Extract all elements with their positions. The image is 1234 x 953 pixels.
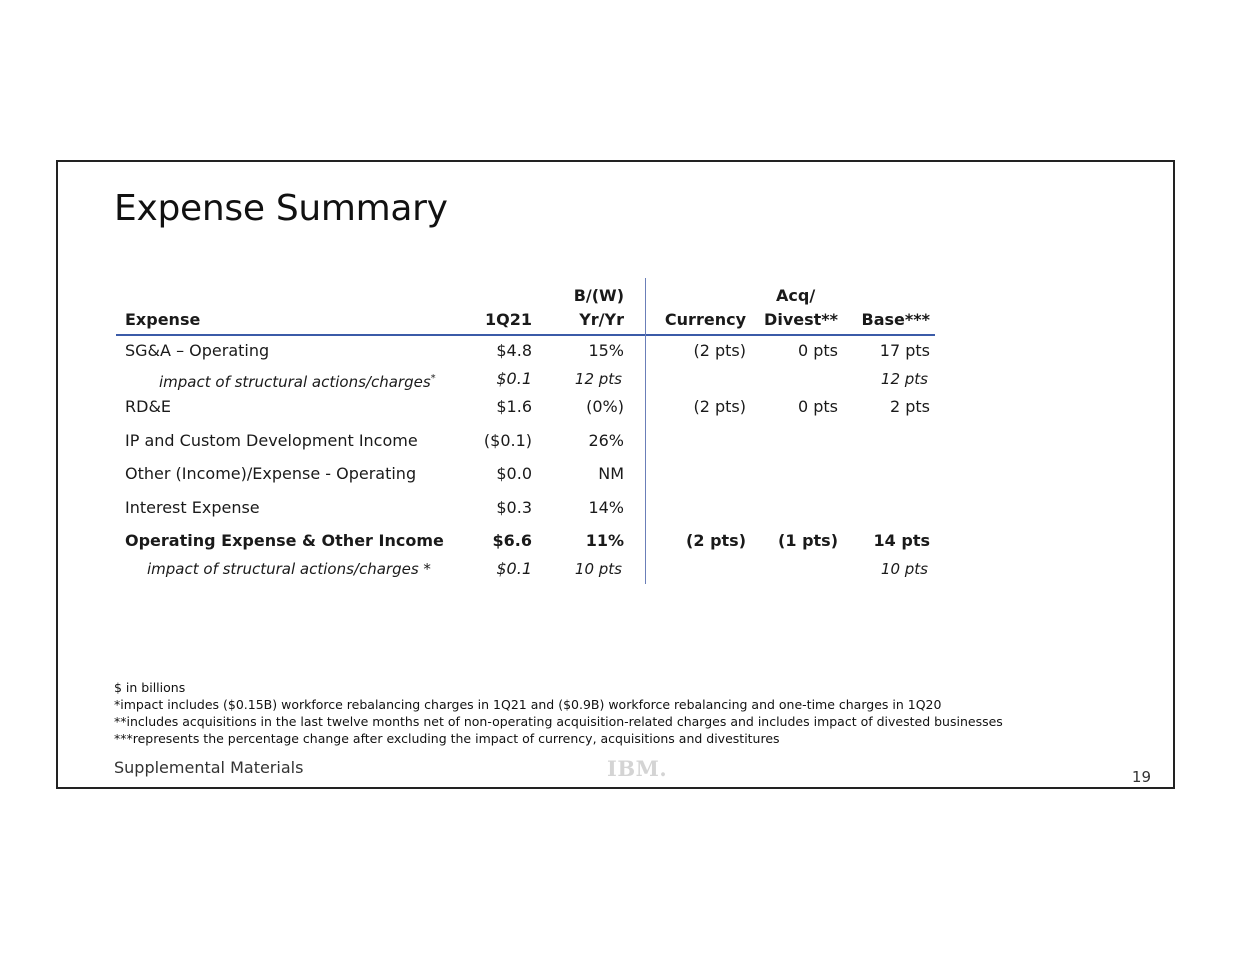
header-bw-top: B/(W): [573, 286, 624, 305]
row-label-sub: impact of structural actions/charges *: [147, 560, 431, 578]
row-yy: (0%): [586, 397, 624, 416]
header-1q21: 1Q21: [485, 310, 532, 329]
row-base: 10 pts: [880, 560, 928, 578]
ibm-logo: IBM.: [607, 756, 668, 781]
row-label: Interest Expense: [125, 498, 260, 517]
footnote-units: $ in billions: [114, 680, 186, 695]
footnote-mark: *: [430, 373, 436, 384]
row-acq: (1 pts): [778, 531, 838, 550]
row-yy: NM: [598, 464, 624, 483]
page-number: 19: [1131, 768, 1151, 786]
footnote-1: *impact includes ($0.15B) workforce rebalancing charges in 1Q21 and ($0.9B) workforce rebalancing and one-time charges in 1Q20: [114, 697, 942, 712]
row-label-total: Operating Expense & Other Income: [125, 531, 444, 550]
page-title: Expense Summary: [114, 188, 448, 229]
footer-section: Supplemental Materials: [114, 758, 304, 777]
footnote-2: **includes acquisitions in the last twelve months net of non-operating acquisition-related charges and includes impact of divested businesses: [114, 714, 1003, 729]
row-yy: 12 pts: [574, 370, 622, 388]
row-1q21: $0.3: [496, 498, 532, 517]
header-bw-bottom: Yr/Yr: [579, 310, 624, 329]
row-1q21: $6.6: [492, 531, 532, 550]
row-1q21: $0.0: [496, 464, 532, 483]
footnote-3: ***represents the percentage change after excluding the impact of currency, acquisitions and divestitures: [114, 731, 780, 746]
row-base: 2 pts: [889, 397, 930, 416]
row-1q21: $1.6: [496, 397, 532, 416]
slide: [56, 160, 1175, 789]
row-yy: 10 pts: [574, 560, 622, 578]
row-yy: 11%: [585, 531, 624, 550]
row-currency: (2 pts): [693, 341, 746, 360]
row-label: Other (Income)/Expense - Operating: [125, 464, 417, 483]
row-base: 17 pts: [879, 341, 930, 360]
row-label-sub: impact of structural actions/charges*: [159, 373, 436, 391]
row-currency: (2 pts): [686, 531, 746, 550]
header-currency: Currency: [664, 310, 746, 329]
header-base: Base***: [861, 310, 930, 329]
row-1q21: ($0.1): [483, 431, 532, 450]
row-label: RD&E: [125, 397, 172, 416]
row-1q21: $0.1: [496, 369, 532, 388]
header-expense: Expense: [125, 310, 201, 329]
expense-table: [58, 162, 1173, 787]
row-label: IP and Custom Development Income: [125, 431, 418, 450]
row-acq: 0 pts: [797, 397, 838, 416]
row-1q21: $0.1: [496, 559, 532, 578]
row-yy: 15%: [588, 341, 624, 360]
row-label: SG&A – Operating: [125, 341, 270, 360]
row-base: 14 pts: [873, 531, 930, 550]
row-yy: 14%: [588, 498, 624, 517]
header-acq-bottom: Divest**: [764, 310, 838, 329]
row-base: 12 pts: [880, 370, 928, 388]
row-1q21: $4.8: [496, 341, 532, 360]
header-acq-top: Acq/: [776, 286, 816, 305]
row-yy: 26%: [588, 431, 624, 450]
header-rule: [116, 334, 935, 336]
row-acq: 0 pts: [797, 341, 838, 360]
row-currency: (2 pts): [693, 397, 746, 416]
